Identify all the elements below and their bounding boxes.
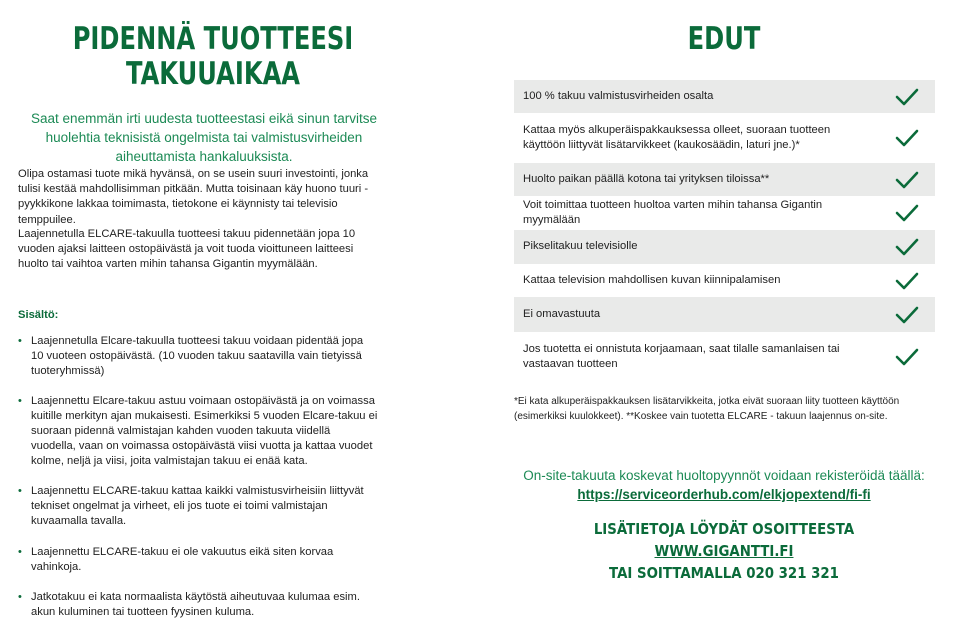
- contents-list: [18, 334, 378, 620]
- check-icon: [895, 271, 919, 291]
- benefit-row: [514, 264, 935, 297]
- list-item: • Laajennettu Elcare-takuu astuu voimaan ostopäivästä ja on voimassa kuitille merkityn ajan mukaisesti. Esimerkiksi 5 vuoden Elcare-takuu ei suoraan pidennä valmistajan kahden vuoden takuuta viidellä vuodella, vaan on voimassa ostopäivästä viisi vuotta ja kattaa vuodet kolme, neljä ja viisi, joita valmistajan takuu ei enää kata.: [18, 394, 378, 468]
- intro-paragraph-1: Olipa ostamasi tuote mikä hyvänsä, on se usein suuri investointi, jonka tulisi kestää mahdollisimman pitkään. Mutta toisinaan käy huono tuuri - pyykkikone lakkaa toimimasta, tietokone ei käynnisty tai televisio temppuilee.: [18, 168, 369, 226]
- contents-heading: Sisältö:: [18, 309, 59, 321]
- check-icon: [895, 237, 919, 257]
- contact-line-1: LISÄTIETOJA LÖYDÄT OSOITTEESTA: [593, 520, 855, 538]
- benefit-text: Kattaa myös alkuperäispakkauksessa olleet, suoraan tuotteen käyttöön liittyvät lisätarvikkeet (kaukosäädin, laturi jne.)*: [523, 123, 831, 151]
- list-item: • Jatkotakuu ei kata normaalista käytöstä aiheutuvaa kulumaa esim. akun kuluminen tai tuotteen fyysinen kuluma.: [18, 590, 378, 620]
- title-line-2: TAKUUAIKAA: [125, 56, 301, 92]
- lead-text: Saat enemmän irti uudesta tuotteestasi eikä sinun tarvitse huolehtia teknisistä ongelmista tai valmistusvirheiden aiheuttamista hankaluuksista.: [31, 111, 377, 164]
- contact-info: [514, 518, 934, 584]
- benefit-text: Voit toimittaa tuotteen huoltoa varten mihin tahansa Gigantin myymälään: [523, 198, 823, 226]
- benefit-text: Pikselitakuu televisiolle: [523, 240, 638, 253]
- check-icon: [895, 170, 919, 190]
- benefit-row: [514, 196, 935, 230]
- check-icon: [895, 87, 919, 107]
- onsite-link[interactable]: https://serviceorderhub.com/elkjopextend/fi-fi: [577, 487, 871, 502]
- benefits-title: EDUT: [687, 21, 761, 57]
- website-link[interactable]: WWW.GIGANTTI.FI: [654, 542, 794, 560]
- benefit-row: [514, 332, 935, 382]
- title-line-1: PIDENNÄ TUOTTEESI: [72, 21, 354, 57]
- benefit-text: 100 % takuu valmistusvirheiden osalta: [523, 89, 714, 102]
- check-icon: [895, 128, 919, 148]
- onsite-registration: [514, 466, 934, 504]
- contact-phone: TAI SOITTAMALLA 020 321 321: [609, 564, 839, 582]
- benefit-row: [514, 163, 935, 196]
- benefit-text: Jos tuotetta ei onnistuta korjaamaan, saat tilalle samanlaisen tai vastaavan tuotteen: [523, 342, 840, 370]
- benefit-row: [514, 297, 935, 332]
- intro-paragraph-2: Laajennetulla ELCARE-takuulla tuotteesi takuu pidennetään jopa 10 vuoden ajaksi laitteen ostopäivästä ja voit tuoda vioittuneen laitteesi huolto tai vaihtoa varten mihin tahansa Gigantin myymälään.: [18, 228, 356, 271]
- benefit-row: [514, 80, 935, 113]
- benefit-row: [514, 113, 935, 163]
- check-icon: [895, 347, 919, 367]
- page-title: [61, 22, 365, 92]
- list-item: • Laajennettu ELCARE-takuu kattaa kaikki valmistusvirheisiin liittyvät tekniset ongelmat ja virheet, eli jos tuote ei toimi valmistajan kuvaamalla tavalla.: [18, 484, 378, 528]
- check-icon: [895, 203, 919, 223]
- benefit-text: Huolto paikan päällä kotona tai yrityksen tiloissa**: [523, 172, 770, 185]
- onsite-text: On-site-takuuta koskevat huoltopyynnöt voidaan rekisteröidä täällä:: [523, 468, 925, 483]
- benefit-row: [514, 230, 935, 264]
- footnote: *Ei kata alkuperäispakkauksen lisätarvikkeita, jotka eivät suoraan liity tuotteen käyttöön (esimerkiksi kuulokkeet). **Koskee vain tuotetta ELCARE - takuun laajennus on-site.: [514, 396, 900, 422]
- benefit-text: Ei omavastuuta: [523, 307, 601, 320]
- benefits-table: [514, 80, 935, 382]
- list-item: • Laajennetulla Elcare-takuulla tuotteesi takuu voidaan pidentää jopa 10 vuoteen ostopäivästä. (10 vuoden takuu saatavilla vain tietyissä tuoteryhmissä): [18, 334, 378, 378]
- list-item: • Laajennettu ELCARE-takuu ei ole vakuutus eikä siten korvaa vahinkoja.: [18, 545, 378, 575]
- benefit-text: Kattaa television mahdollisen kuvan kiinnipalamisen: [523, 273, 781, 286]
- check-icon: [895, 305, 919, 325]
